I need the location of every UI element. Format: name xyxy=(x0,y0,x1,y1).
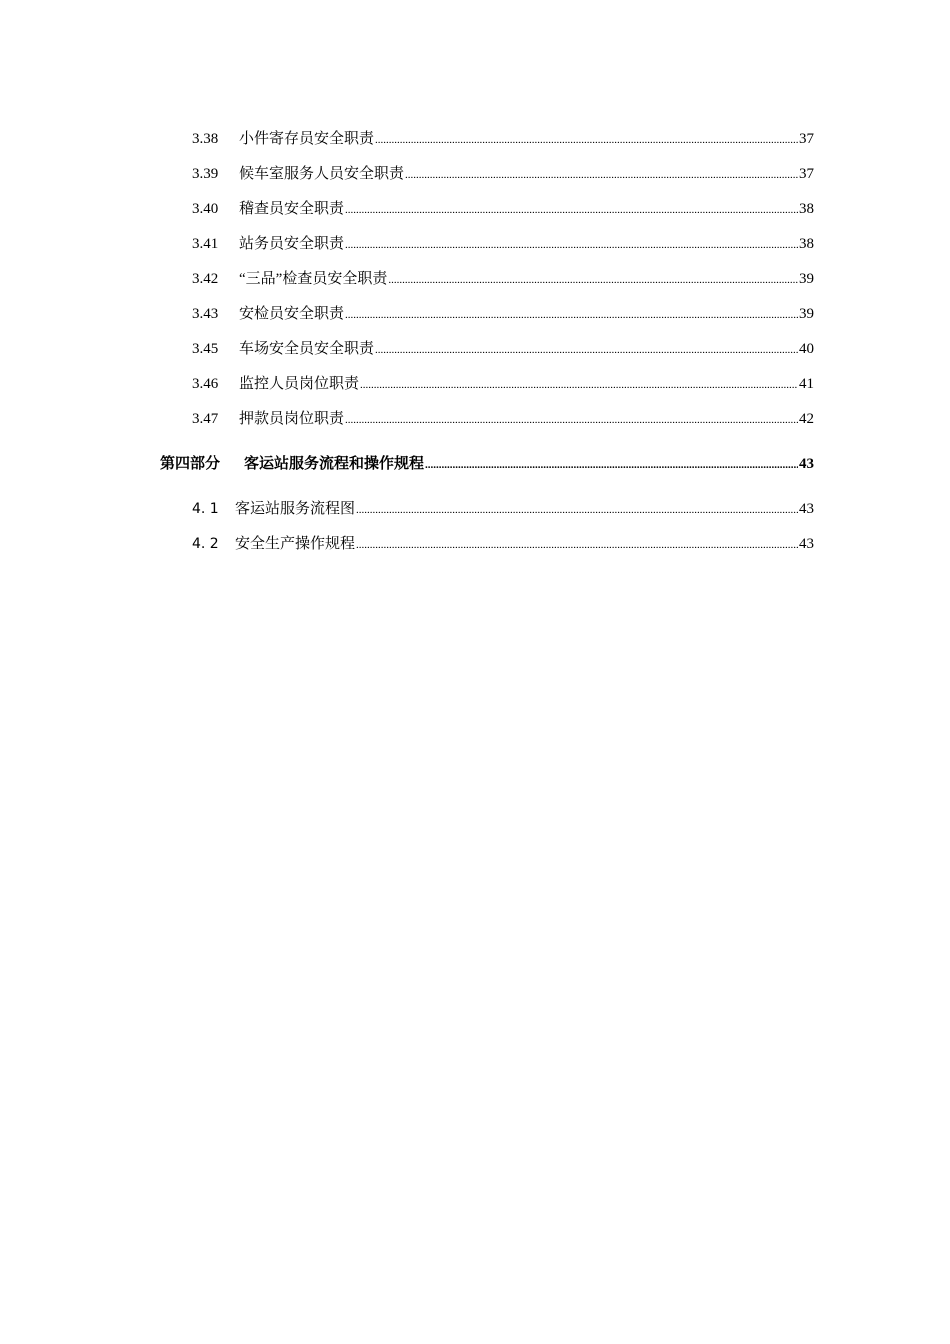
toc-entry-title: 站务员安全职责 xyxy=(239,236,345,252)
toc-entry-number: 4. 2 xyxy=(192,536,219,552)
dot-leader xyxy=(360,372,798,397)
toc-entry[interactable] xyxy=(192,497,814,521)
dot-leader xyxy=(345,232,798,257)
toc-part-page: 43 xyxy=(799,456,814,472)
dot-leader xyxy=(405,162,798,187)
toc-part-number: 第四部分 xyxy=(160,456,221,472)
toc-entry[interactable] xyxy=(192,337,814,361)
dot-leader xyxy=(345,407,798,432)
toc-entry-page: 39 xyxy=(799,271,814,287)
toc-part-title: 客运站服务流程和操作规程 xyxy=(244,456,425,472)
toc-entry-number: 3.38 xyxy=(192,131,219,147)
toc-entry-page: 43 xyxy=(799,501,814,517)
toc-entry-number: 3.43 xyxy=(192,306,219,322)
toc-entry-page: 37 xyxy=(799,131,814,147)
dot-leader xyxy=(425,452,798,477)
toc-entry-page: 43 xyxy=(799,536,814,552)
toc-entry[interactable] xyxy=(192,532,814,556)
toc-entry[interactable] xyxy=(192,232,814,256)
toc-entry-title: 押款员岗位职责 xyxy=(239,411,345,427)
toc-entry-number: 3.45 xyxy=(192,341,219,357)
toc-entry[interactable] xyxy=(192,162,814,186)
toc-entry-number: 3.39 xyxy=(192,166,219,182)
toc-entry[interactable] xyxy=(192,127,814,151)
toc-entry-title: 客运站服务流程图 xyxy=(235,501,356,517)
toc-entry-number: 3.40 xyxy=(192,201,219,217)
toc-entry-number: 3.41 xyxy=(192,236,219,252)
toc-entry-number: 3.47 xyxy=(192,411,219,427)
toc-entry[interactable] xyxy=(192,372,814,396)
toc-entry-number: 3.42 xyxy=(192,271,219,287)
toc-entry-title: 小件寄存员安全职责 xyxy=(239,131,375,147)
toc-entry[interactable] xyxy=(192,197,814,221)
dot-leader xyxy=(345,302,798,327)
toc-entry[interactable] xyxy=(192,302,814,326)
dot-leader xyxy=(345,197,798,222)
toc-entry-title: “三品”检查员安全职责 xyxy=(239,271,388,287)
dot-leader xyxy=(356,532,798,557)
toc-entry[interactable] xyxy=(192,267,814,291)
toc-entry-page: 41 xyxy=(799,376,814,392)
toc-entry-title: 安全生产操作规程 xyxy=(235,536,356,552)
toc-entry-title: 稽查员安全职责 xyxy=(239,201,345,217)
dot-leader xyxy=(356,497,798,522)
toc-entry-title: 候车室服务人员安全职责 xyxy=(239,166,405,182)
toc-entry-title: 车场安全员安全职责 xyxy=(239,341,375,357)
toc-entry-title: 安检员安全职责 xyxy=(239,306,345,322)
toc-entry-page: 37 xyxy=(799,166,814,182)
toc-entry-page: 40 xyxy=(799,341,814,357)
dot-leader xyxy=(388,267,798,292)
dot-leader xyxy=(375,127,798,152)
toc-entry-number: 4. 1 xyxy=(192,501,219,517)
toc-entry-page: 38 xyxy=(799,236,814,252)
toc-entry-page: 42 xyxy=(799,411,814,427)
dot-leader xyxy=(375,337,798,362)
toc-entry-page: 39 xyxy=(799,306,814,322)
toc-part-heading[interactable] xyxy=(160,452,814,476)
toc-entry[interactable] xyxy=(192,407,814,431)
toc-entry-title: 监控人员岗位职责 xyxy=(239,376,360,392)
toc-entry-page: 38 xyxy=(799,201,814,217)
toc-entry-number: 3.46 xyxy=(192,376,219,392)
